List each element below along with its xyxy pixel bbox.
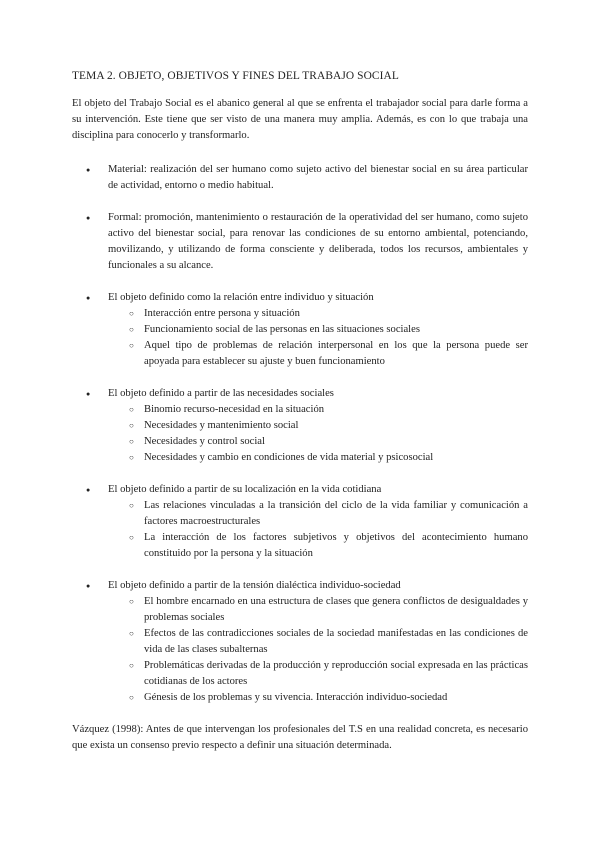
bullet-text: El objeto definido a partir de las necesidades sociales	[108, 388, 334, 399]
bullet-text: El objeto definido a partir de la tensión dialéctica individuo-sociedad	[108, 580, 401, 591]
bullet-item	[72, 578, 528, 706]
bullet-text: El objeto definido como la relación entre individuo y situación	[108, 292, 374, 303]
sub-bullet-item: ○ Necesidades y control social	[108, 434, 528, 450]
bullet-item	[72, 210, 528, 274]
sub-bullet-item: ○ Necesidades y cambio en condiciones de vida material y psicosocial	[108, 450, 528, 466]
sub-bullet-item: ○ Las relaciones vinculadas a la transición del ciclo de la vida familiar y comunicación a factores macroestructurales	[108, 498, 528, 530]
bullet-list	[72, 162, 528, 706]
sub-bullet-item: ○ Aquel tipo de problemas de relación interpersonal en los que la persona puede ser apoyada para establecer su ajuste y buen funcionamiento	[108, 338, 528, 370]
closing-paragraph: Vázquez (1998): Antes de que intervengan los profesionales del T.S en una realidad concreta, es necesario que exista un consenso previo respecto a definir una situación determinada.	[72, 724, 528, 751]
sub-bullet-list	[108, 402, 528, 466]
sub-bullet-item: ○ Génesis de los problemas y su vivencia. Interacción individuo-sociedad	[108, 690, 528, 706]
sub-bullet-item: ○ Interacción entre persona y situación	[108, 306, 528, 322]
bullet-item	[72, 290, 528, 370]
sub-bullet-item: ○ La interacción de los factores subjetivos y objetivos del acontecimiento humano constituido por la persona y la situación	[108, 530, 528, 562]
bullet-text: Formal: promoción, mantenimiento o restauración de la operatividad del ser humano, como sujeto activo del bienestar social, para renovar las condiciones de su entorno ambiental, potenciando, movilizando, y utilizando de forma consciente y deliberada, todos los recursos, ambientales y funcionales a su alcance.	[108, 212, 528, 271]
sub-bullet-list	[108, 498, 528, 562]
sub-bullet-item: ○ Funcionamiento social de las personas en las situaciones sociales	[108, 322, 528, 338]
intro-paragraph: El objeto del Trabajo Social es el abanico general al que se enfrenta el trabajador social para darle forma a su intervención. Este tiene que ser visto de una manera muy amplia. Además, es con lo que trabaja una disciplina para conocerlo y transformarlo.	[72, 98, 528, 141]
sub-bullet-list	[108, 306, 528, 370]
sub-bullet-item: ○ Problemáticas derivadas de la producción y reproducción social expresada en las prácticas cotidianas de los actores	[108, 658, 528, 690]
sub-bullet-item: ○ Binomio recurso-necesidad en la situación	[108, 402, 528, 418]
bullet-text: El objeto definido a partir de su localización en la vida cotidiana	[108, 484, 382, 495]
bullet-item	[72, 162, 528, 194]
sub-bullet-item: ○ El hombre encarnado en una estructura de clases que genera conflictos de desigualdades y problemas sociales	[108, 594, 528, 626]
bullet-item	[72, 386, 528, 466]
sub-bullet-item: ○ Efectos de las contradicciones sociales de la sociedad manifestadas en las condiciones de vida de las clases subalternas	[108, 626, 528, 658]
bullet-text: Material: realización del ser humano como sujeto activo del bienestar social en su área particular de actividad, entorno o medio habitual.	[108, 164, 528, 191]
document-title: TEMA 2. OBJETO, OBJETIVOS Y FINES DEL TRABAJO SOCIAL	[72, 70, 399, 82]
bullet-item	[72, 482, 528, 562]
sub-bullet-item: ○ Necesidades y mantenimiento social	[108, 418, 528, 434]
sub-bullet-list	[108, 594, 528, 706]
